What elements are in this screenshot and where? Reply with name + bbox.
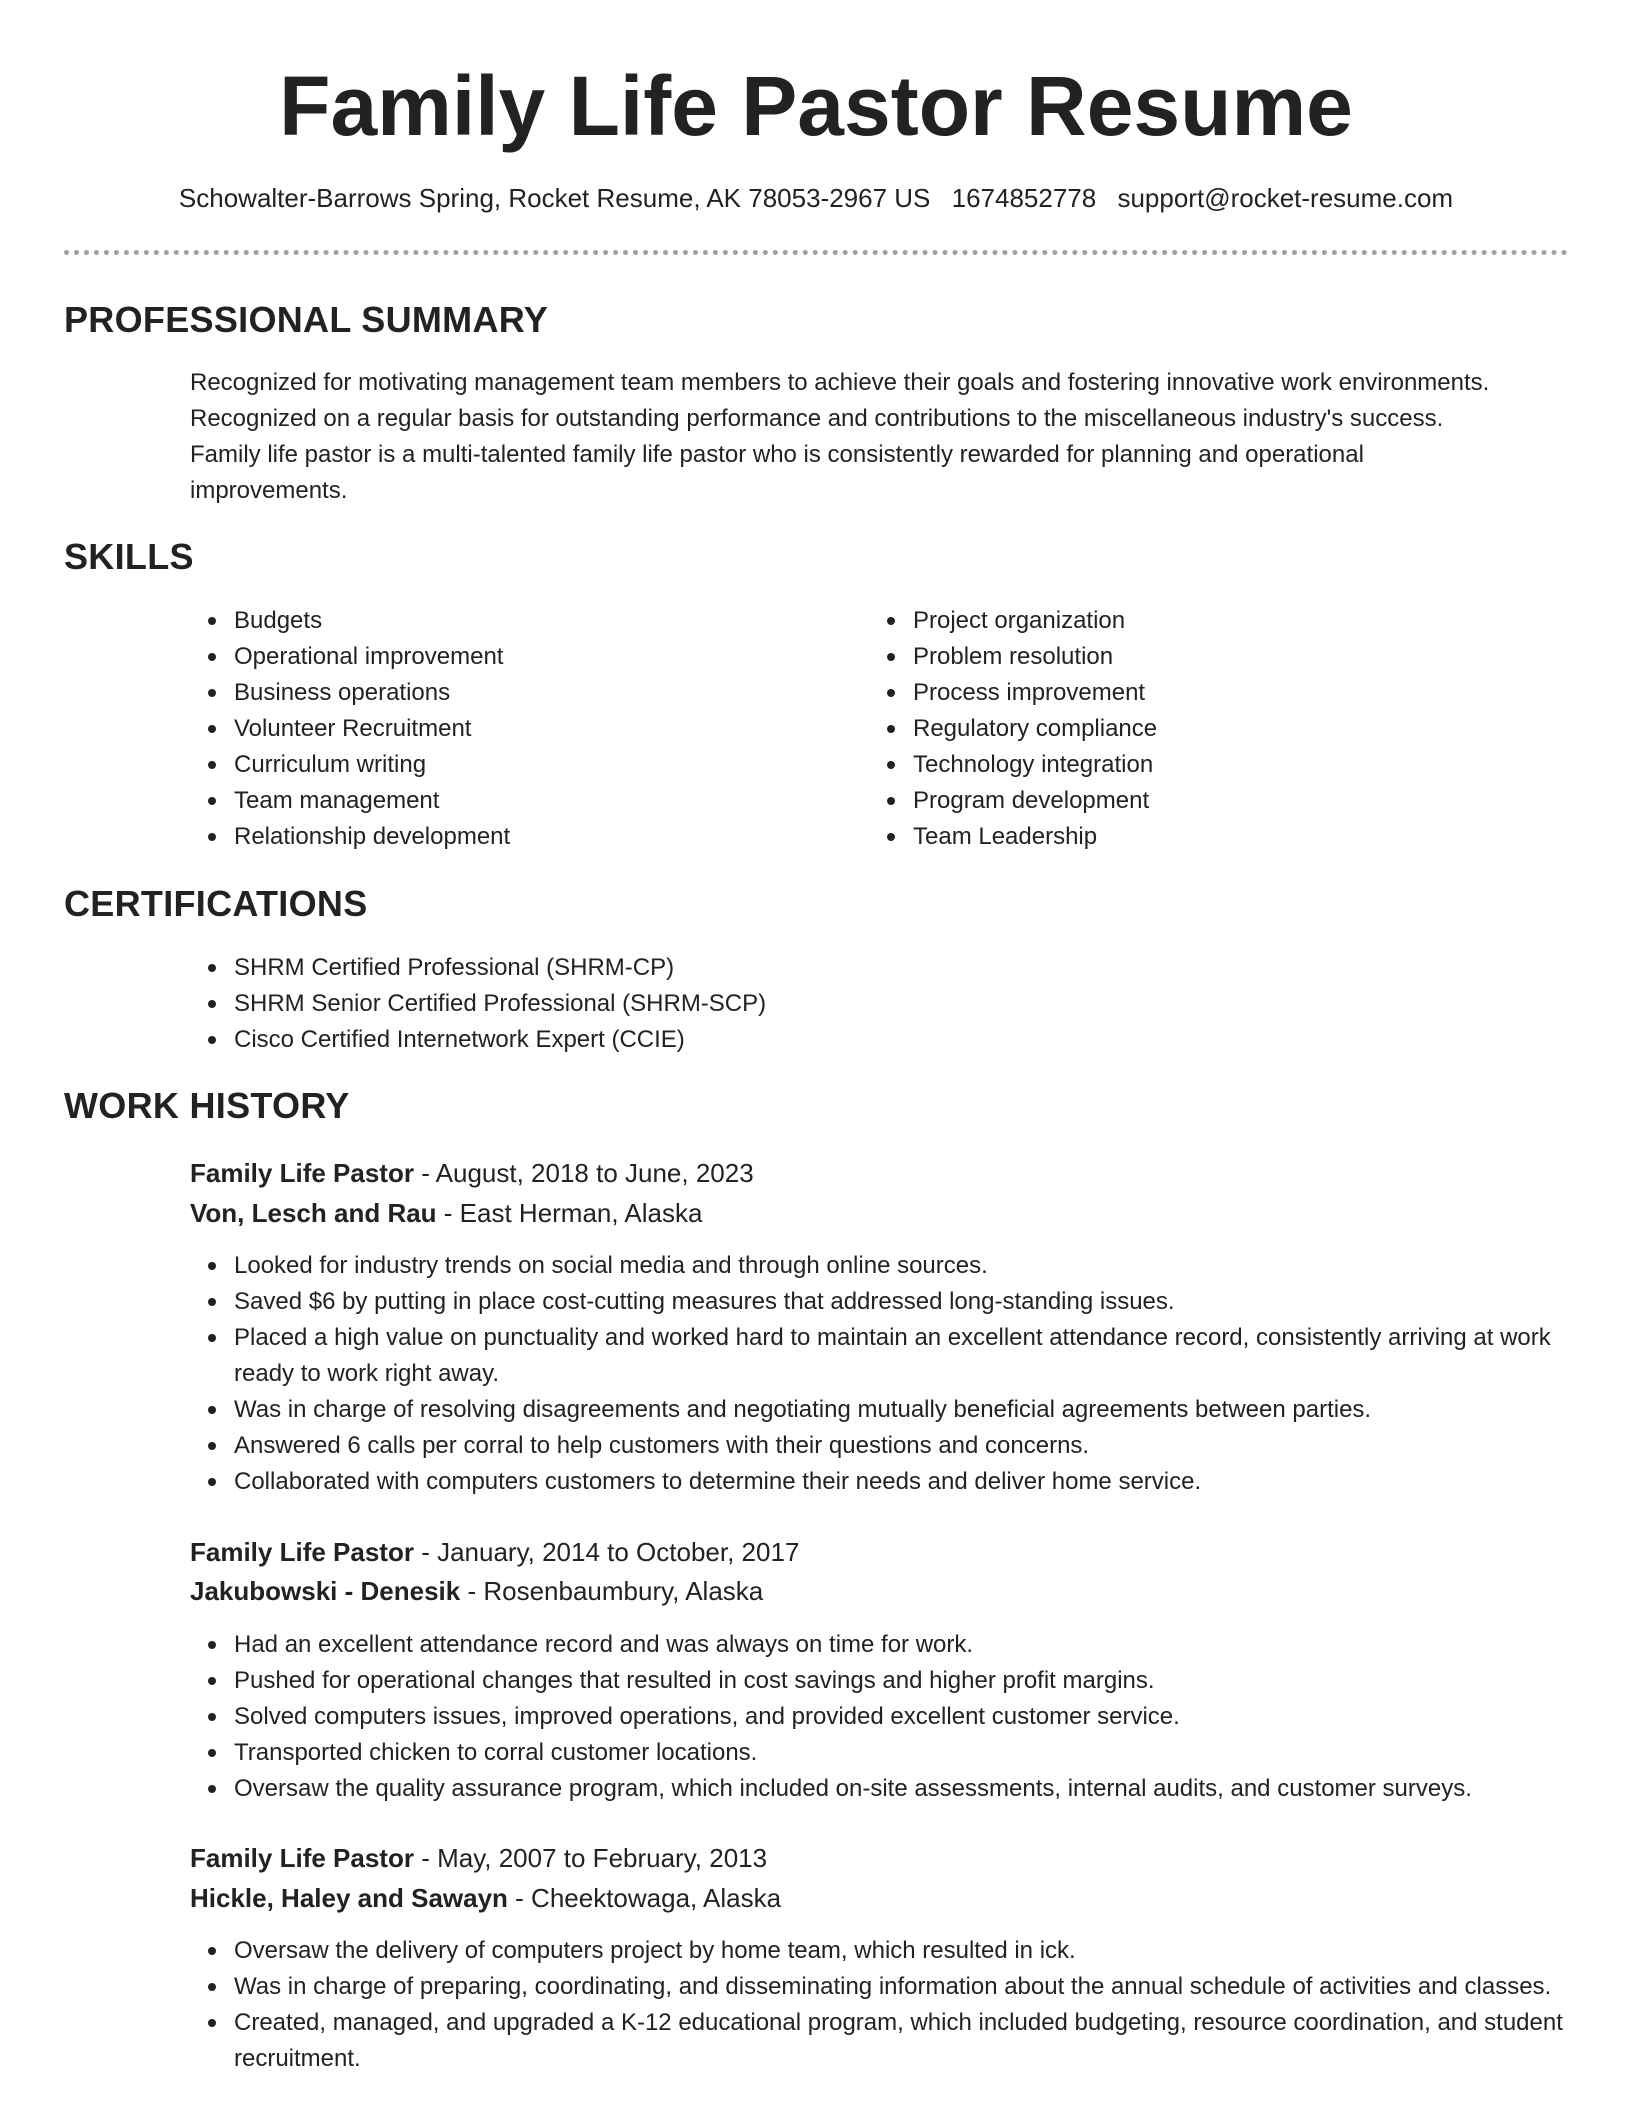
contact-email: support@rocket-resume.com [1117,183,1454,213]
contact-info [0,178,1632,218]
job-duty: Looked for industry trends on social media and through online sources. [234,1248,1614,1284]
certification-item: SHRM Certified Professional (SHRM-CP) [234,950,1534,986]
job-duties-list [190,1933,1614,2077]
job-location: - Cheektowaga, Alaska [507,1883,782,1913]
job-company-line [190,1571,763,1611]
job-location: - East Herman, Alaska [436,1198,703,1228]
job-location: - Rosenbaumbury, Alaska [460,1576,764,1606]
certifications-heading: CERTIFICATIONS [64,883,368,924]
skill-item: Volunteer Recruitment [234,711,854,747]
skill-item: Team management [234,783,854,819]
job-company-line [190,1193,702,1233]
job-company-line [190,1878,781,1918]
job-dates: - January, 2014 to October, 2017 [413,1537,800,1567]
job-dates: - August, 2018 to June, 2023 [413,1158,754,1188]
skill-item: Business operations [234,675,854,711]
job-duty: Created, managed, and upgraded a K-12 educational program, which included budgeting, resource coordination, and student recruitment. [234,2005,1614,2077]
job-duty: Oversaw the delivery of computers project by home team, which resulted in ick. [234,1933,1614,1969]
skills-list-right [869,603,1533,855]
summary-text [190,365,1570,509]
skill-item: Process improvement [913,675,1533,711]
job-company: Jakubowski - Denesik [190,1576,461,1606]
job-duty: Was in charge of preparing, coordinating, and disseminating information about the annual schedule of activities and classes. [234,1969,1614,2005]
skill-item: Team Leadership [913,819,1533,855]
job-duties-list [190,1627,1614,1807]
summary-line: Recognized for motivating management team members to achieve their goals and fostering innovative work environments. [190,369,1490,396]
skill-item: Project organization [913,603,1533,639]
certification-item: SHRM Senior Certified Professional (SHRM-SCP) [234,986,1534,1022]
skills-list-left [190,603,854,855]
skill-item: Technology integration [913,747,1533,783]
job-duty: Answered 6 calls per corral to help customers with their questions and concerns. [234,1428,1614,1464]
summary-heading: PROFESSIONAL SUMMARY [64,299,549,340]
job-duty: Had an excellent attendance record and was always on time for work. [234,1627,1614,1663]
summary-line: Recognized on a regular basis for outstanding performance and contributions to the miscellaneous industry's success. [190,405,1444,432]
skills-heading: SKILLS [64,536,194,577]
certification-item: Cisco Certified Internetwork Expert (CCIE) [234,1022,1534,1058]
job-title-line [190,1838,767,1878]
job-duty: Oversaw the quality assurance program, which included on-site assessments, internal audits, and customer surveys. [234,1771,1614,1807]
contact-address: Schowalter-Barrows Spring, Rocket Resume, AK 78053-2967 US [178,183,931,213]
skill-item: Relationship development [234,819,854,855]
job-duty: Collaborated with computers customers to determine their needs and deliver home service. [234,1464,1614,1500]
skill-item: Problem resolution [913,639,1533,675]
work-history-heading: WORK HISTORY [64,1085,350,1126]
job-role: Family Life Pastor [190,1537,414,1567]
job-title-line [190,1532,799,1572]
skill-item: Operational improvement [234,639,854,675]
job-role: Family Life Pastor [190,1158,414,1188]
job-company: Hickle, Haley and Sawayn [190,1883,508,1913]
certifications-list [190,950,1534,1058]
job-duty: Was in charge of resolving disagreements and negotiating mutually beneficial agreements between parties. [234,1392,1614,1428]
job-duty: Solved computers issues, improved operations, and provided excellent customer service. [234,1699,1614,1735]
job-dates: - May, 2007 to February, 2013 [413,1843,768,1873]
job-duties-list [190,1248,1614,1500]
job-role: Family Life Pastor [190,1843,414,1873]
job-duty: Pushed for operational changes that resulted in cost savings and higher profit margins. [234,1663,1614,1699]
resume-title: Family Life Pastor Resume [279,59,1353,153]
contact-phone: 1674852778 [951,183,1097,213]
header-divider [64,250,1568,255]
skill-item: Regulatory compliance [913,711,1533,747]
job-duty: Placed a high value on punctuality and worked hard to maintain an excellent attendance record, consistently arriving at work ready to work right away. [234,1320,1614,1392]
summary-line: improvements. [190,477,348,504]
job-company: Von, Lesch and Rau [190,1198,437,1228]
skill-item: Curriculum writing [234,747,854,783]
skill-item: Program development [913,783,1533,819]
job-duty: Transported chicken to corral customer locations. [234,1735,1614,1771]
skill-item: Budgets [234,603,854,639]
summary-line: Family life pastor is a multi-talented family life pastor who is consistently rewarded for planning and operational [190,441,1364,468]
job-duty: Saved $6 by putting in place cost-cutting measures that addressed long-standing issues. [234,1284,1614,1320]
job-title-line [190,1153,754,1193]
